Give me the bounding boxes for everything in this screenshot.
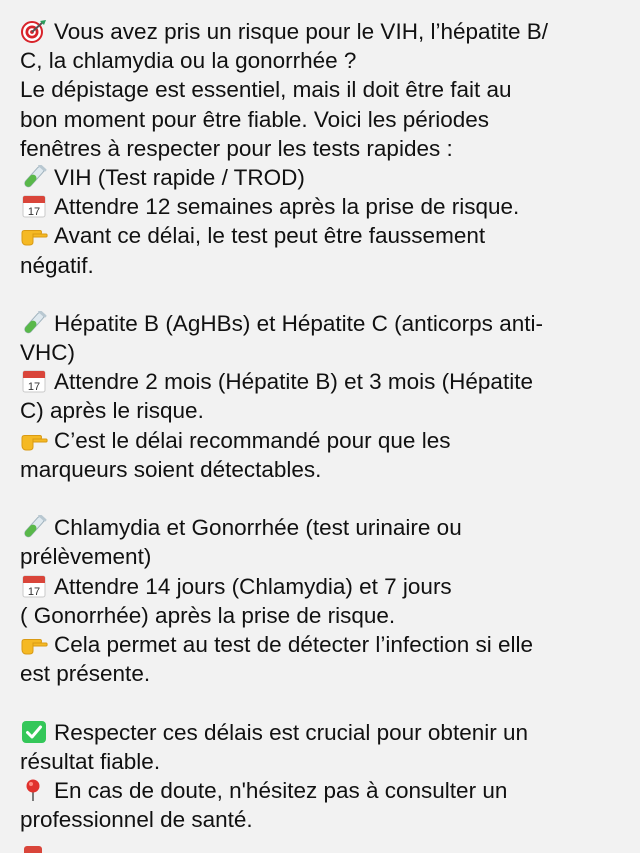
text-line xyxy=(20,455,625,484)
clipped-next-line xyxy=(20,842,620,853)
text-line xyxy=(20,251,625,280)
line-text: ( Gonorrhée) après la prise de risque. xyxy=(20,602,396,628)
text-line xyxy=(20,659,625,688)
line-text: Chlamydia et Gonorrhée (test urinaire ou xyxy=(54,515,462,541)
text-line xyxy=(20,192,625,221)
text-line xyxy=(20,338,625,367)
line-text: C) après le risque. xyxy=(20,398,204,424)
text-line xyxy=(20,309,625,338)
text-line xyxy=(20,46,625,75)
cut-off-icon xyxy=(20,842,48,853)
test-tube-icon xyxy=(20,515,48,539)
line-text: En cas de doute, n'hésitez pas à consulter un xyxy=(54,777,508,803)
paragraph-spacer xyxy=(20,484,625,513)
text-line xyxy=(20,542,625,571)
calendar-icon xyxy=(20,574,48,598)
text-line xyxy=(20,367,625,396)
calendar-icon xyxy=(20,369,48,393)
line-text: professionnel de santé. xyxy=(20,807,253,833)
line-text: fenêtres à respecter pour les tests rapides : xyxy=(20,135,453,161)
svg-text:17: 17 xyxy=(27,585,41,598)
text-line xyxy=(20,776,625,805)
round-pushpin-icon xyxy=(20,778,48,802)
pointing-hand-icon xyxy=(20,223,48,247)
svg-text:17: 17 xyxy=(27,381,41,394)
text-line xyxy=(20,572,625,601)
text-line xyxy=(20,630,625,659)
text-line xyxy=(20,747,625,776)
text-line xyxy=(20,513,625,542)
text-line xyxy=(20,75,625,104)
line-text: marqueurs soient détectables. xyxy=(20,456,322,482)
line-text: négatif. xyxy=(20,252,94,278)
text-line xyxy=(20,396,625,425)
line-text: VIH (Test rapide / TROD) xyxy=(54,164,305,190)
line-text: Hépatite B (AgHBs) et Hépatite C (anticorps anti- xyxy=(54,310,543,336)
line-text: résultat fiable. xyxy=(20,748,161,774)
text-line xyxy=(20,426,625,455)
line-text: VHC) xyxy=(20,340,75,366)
check-mark-icon xyxy=(20,720,48,744)
text-line xyxy=(20,17,625,46)
line-text: Avant ce délai, le test peut être faussement xyxy=(54,223,486,249)
text-line xyxy=(20,718,625,747)
paragraph-spacer xyxy=(20,688,625,717)
target-icon xyxy=(20,19,48,43)
line-text: Cela permet au test de détecter l’infection si elle xyxy=(54,631,534,657)
text-line xyxy=(20,805,625,834)
text-line xyxy=(20,163,625,192)
line-text: est présente. xyxy=(20,661,151,687)
line-text: C, la chlamydia ou la gonorrhée ? xyxy=(20,48,357,74)
text-line xyxy=(20,105,625,134)
text-line xyxy=(20,134,625,163)
test-tube-icon xyxy=(20,165,48,189)
line-text: Vous avez pris un risque pour le VIH, l’hépatite B/ xyxy=(54,19,549,44)
pointing-hand-icon xyxy=(20,428,48,452)
line-text: bon moment pour être fiable. Voici les périodes xyxy=(20,106,490,132)
line-text: prélèvement) xyxy=(20,544,152,570)
text-line xyxy=(20,221,625,250)
text-line xyxy=(20,601,625,630)
line-text: Attendre 12 semaines après la prise de risque. xyxy=(54,194,520,220)
svg-text:17: 17 xyxy=(27,206,41,219)
line-text: Respecter ces délais est crucial pour obtenir un xyxy=(54,719,528,745)
line-text: Attendre 2 mois (Hépatite B) et 3 mois (Hépatite xyxy=(54,369,533,395)
calendar-icon xyxy=(20,194,48,218)
post-body xyxy=(20,17,625,834)
paragraph-spacer xyxy=(20,280,625,309)
test-tube-icon xyxy=(20,311,48,335)
line-text: Attendre 14 jours (Chlamydia) et 7 jours xyxy=(54,573,452,599)
pointing-hand-icon xyxy=(20,632,48,656)
line-text: Le dépistage est essentiel, mais il doit être fait au xyxy=(20,77,512,103)
line-text: C’est le délai recommandé pour que les xyxy=(54,427,451,453)
